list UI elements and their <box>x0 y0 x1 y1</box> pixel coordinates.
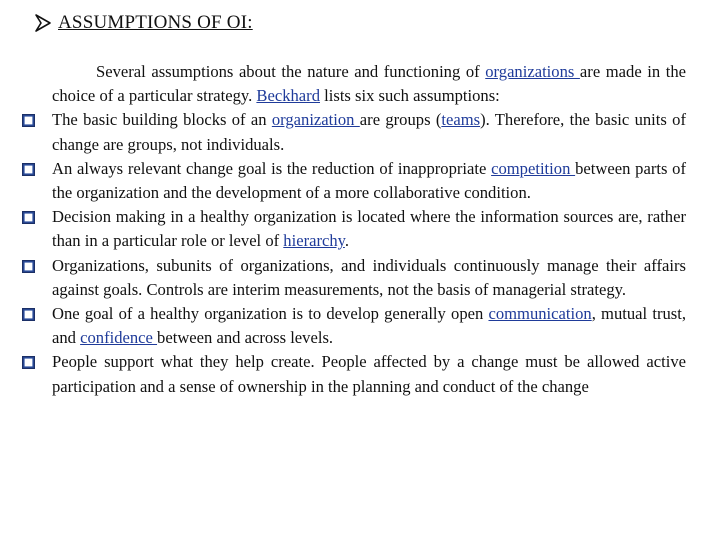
list-item <box>52 350 686 398</box>
link-organizations[interactable]: organizations <box>485 62 580 81</box>
arrowhead-icon <box>34 13 52 33</box>
bullet-text: Decision making in a healthy organization is located where the information sources are, rather than in a particular role or level of <box>52 207 686 251</box>
bullet-text: . <box>344 231 350 251</box>
link-teams[interactable]: teams <box>441 110 481 130</box>
bullet-text: The basic building blocks of an <box>52 110 272 130</box>
bullet-text: An always relevant change goal is the reduction of inappropriate <box>52 158 492 178</box>
checkbox-bullet-icon <box>22 308 35 321</box>
link-confidence[interactable]: confidence <box>80 328 158 348</box>
link-communication[interactable]: communication <box>488 304 592 324</box>
assumption-list <box>52 108 686 398</box>
list-item <box>52 302 686 350</box>
heading-row <box>34 12 253 34</box>
checkbox-bullet-icon <box>22 163 35 176</box>
bullet-text: One goal of a healthy organization is to develop generally open <box>52 304 489 324</box>
list-item <box>52 108 686 156</box>
bullet-text: ). Therefore, the basic units of change are groups, not individuals. <box>52 110 686 154</box>
intro-paragraph <box>52 60 686 108</box>
slide-body <box>52 60 686 399</box>
bullet-text: Organizations, subunits of organizations, and individuals continuously manage their affairs against goals. Controls are interim measurements, not the basis of managerial strategy. <box>52 255 686 299</box>
link-hierarchy[interactable]: hierarchy <box>283 231 345 251</box>
list-item <box>52 205 686 253</box>
intro-text-1: Several assumptions about the nature and functioning of <box>96 62 486 81</box>
bullet-text: , mutual trust, and <box>52 304 686 348</box>
bullet-text: are groups ( <box>359 110 442 130</box>
checkbox-bullet-icon <box>22 114 35 127</box>
checkbox-bullet-icon <box>22 211 35 224</box>
bullet-text: between and across levels. <box>157 328 334 348</box>
intro-text-3: lists six such assumptions: <box>320 86 500 106</box>
link-organization[interactable]: organization <box>271 110 360 130</box>
checkbox-bullet-icon <box>22 260 35 273</box>
list-item <box>52 157 686 205</box>
intro-text-2: are made in the choice of a particular strategy. <box>52 62 686 106</box>
link-beckhard[interactable]: Beckhard <box>256 86 320 106</box>
link-competition[interactable]: competition <box>491 158 576 178</box>
bullet-text: People support what they help create. People affected by a change must be allowed active participation and a sense of ownership in the planning and conduct of the change <box>52 352 686 396</box>
bullet-text: between parts of the organization and the development of a more collaborative condition. <box>52 158 686 203</box>
list-item <box>52 254 686 302</box>
checkbox-bullet-icon <box>22 356 35 369</box>
page-title: ASSUMPTIONS OF OI: <box>58 12 253 33</box>
